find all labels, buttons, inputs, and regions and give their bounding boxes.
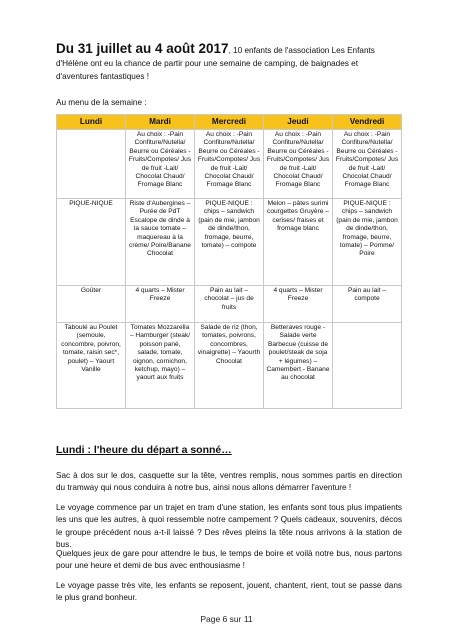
- header-vendredi: Vendredi: [333, 115, 402, 130]
- table-row: [57, 323, 402, 409]
- table-cell: 4 quarts – Mister Freeze: [126, 286, 195, 323]
- table-row: [57, 286, 402, 323]
- table-row: [57, 130, 402, 199]
- menu-label: Au menu de la semaine :: [56, 98, 147, 107]
- header-mardi: Mardi: [126, 115, 195, 130]
- table-cell: PIQUE-NIQUE: [57, 199, 126, 286]
- table-cell: Goûter: [57, 286, 126, 323]
- table-cell: Au choix : -Pain Confiture/Nutella/ Beurre ou Céréales -Fruits/Compotes/ Jus de fruit -Lait/ Chocolat Chaud/ Fromage Blanc: [264, 130, 333, 199]
- table-cell: Taboulé au Poulet (semoule, concombre, poivron, tomate, raisin sec*, poulet) – Yaourt Vanille: [57, 323, 126, 409]
- paragraph: Le voyage commence par un trajet en tram d'une station, les enfants sont tous plus impatients les uns que les autres, à quoi ressemble notre campement ? Quels cadeaux, souvenirs, décos le groupe précédent nous a-t-il laissé ? Des rêves pleins la tête nous arrivons à la station de bus.: [56, 503, 402, 550]
- table-cell: Au choix : -Pain Confiture/Nutella/ Beurre ou Céréales - Fruits/Compotes/ Jus de fruit -Lait/ Chocolat Chaud/ Fromage Blanc: [195, 130, 264, 199]
- paragraph: Sac à dos sur le dos, casquette sur la tête, ventres remplis, nous sommes partis en direction du tramway qui nous conduira à notre bus, ainsi nous allons démarrer l'aventure !: [56, 471, 402, 493]
- paragraph: Quelques jeux de gare pour attendre le bus, le temps de boire et voilà notre bus, nous partons pour une heure et demi de bus avec enthousiasme !: [56, 549, 402, 571]
- table-cell: [333, 323, 402, 409]
- menu-header-row: [57, 115, 402, 130]
- table-cell: Au choix : -Pain Confiture/Nutella/ Beurre ou Céréales - Fruits/Compotes/ Jus de fruit -Lait/ Chocolat Chaud/ Fromage Blanc: [333, 130, 402, 199]
- table-row: [57, 199, 402, 286]
- section-title: Lundi : l'heure du départ a sonné…: [56, 444, 232, 456]
- table-cell: Tomates Mozzarella – Hamburger (steak/ poisson pané, salade, tomate, oignon, cornichon, ketchup, mayo) – yaourt aux fruits: [126, 323, 195, 409]
- table-cell: Pain au lait – compote: [333, 286, 402, 323]
- header-lundi: Lundi: [57, 115, 126, 130]
- table-cell: Salade de riz (thon, tomates, poivrons, concombres, vinaigrette) – Yaourth Chocolat: [195, 323, 264, 409]
- menu-table: [56, 114, 402, 409]
- date-heading: Du 31 juillet au 4 août 2017: [56, 41, 229, 56]
- header-mercredi: Mercredi: [195, 115, 264, 130]
- table-cell: PIQUE-NIQUE : chips – sandwich (pain de mie, jambon de dinde/thon, fromage, beurre, tomate) – compote: [195, 199, 264, 286]
- table-cell: Riste d'Aubergines – Purée de PdT Escalope de dinde à la sauce tomate – maquereau à la crème/ Poire/Banane Chocolat: [126, 199, 195, 286]
- paragraph: Le voyage passe très vite, les enfants se reposent, jouent, chantent, rient, tout se passe dans le plus grand bonheur.: [56, 581, 402, 603]
- table-cell: 4 quarts – Mister Freeze: [264, 286, 333, 323]
- intro-text: , 10 enfants de l'association Les Enfants d'Hélène ont eu la chance de partir pour une semaine de camping, de baignades et d'aventures fantastiques !: [56, 46, 375, 81]
- page-number: Page 6 sur 11: [200, 614, 253, 624]
- table-cell: [57, 130, 126, 199]
- table-cell: PIQUE-NIQUE : chips – sandwich (pain de mie, jambon de dinde/thon, fromage, beurre, tomate) – Pomme/ Poire: [333, 199, 402, 286]
- header-jeudi: Jeudi: [264, 115, 333, 130]
- table-cell: Betteraves rouge - Salade verte Barbecue (cuisse de poulet/steak de soja + légumes) – Camembert - Banane au chocolat: [264, 323, 333, 409]
- intro-paragraph: [56, 42, 402, 83]
- table-cell: Au choix : -Pain Confiture/Nutella/ Beurre ou Céréales - Fruits/Compotes/ Jus de fruit -Lait/ Chocolat Chaud/ Fromage Blanc: [126, 130, 195, 199]
- table-cell: Pain au lait – chocolat – jus de fruits: [195, 286, 264, 323]
- table-cell: Melon – pâtes surimi courgettes Gruyère – cerises/ fraises et fromage blanc: [264, 199, 333, 286]
